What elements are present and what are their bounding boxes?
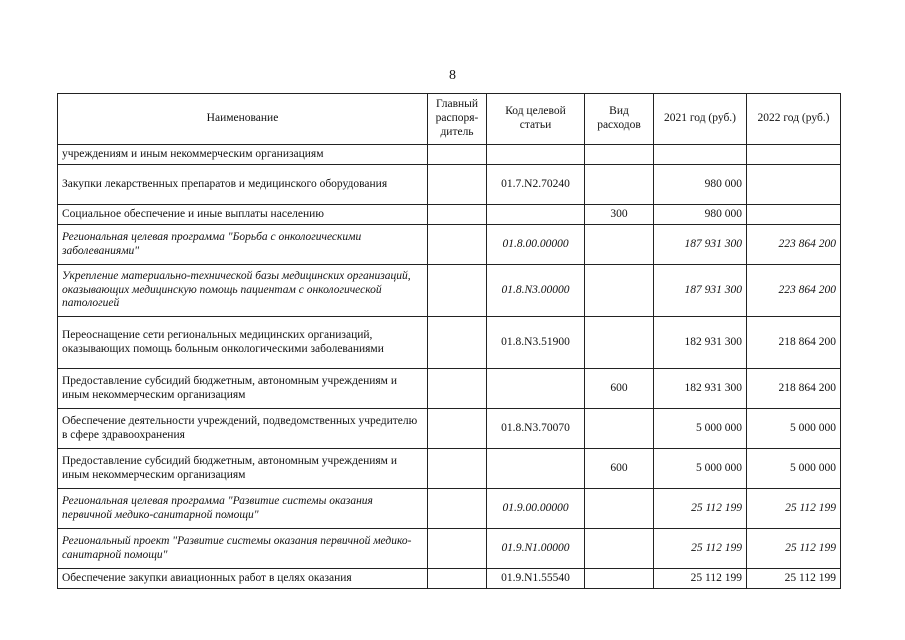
table-row <box>58 409 841 449</box>
table-row <box>58 145 841 165</box>
cell-expense-type <box>585 145 654 165</box>
cell-2021: 25 112 199 <box>654 529 747 569</box>
cell-2021: 182 931 300 <box>654 369 747 409</box>
cell-2022: 223 864 200 <box>747 225 841 265</box>
cell-name: Социальное обеспечение и иные выплаты населению <box>58 205 428 225</box>
cell-code: 01.7.N2.70240 <box>487 165 585 205</box>
cell-2021: 5 000 000 <box>654 449 747 489</box>
budget-table <box>57 93 841 589</box>
cell-manager <box>428 409 487 449</box>
table-body <box>58 145 841 589</box>
cell-expense-type: 600 <box>585 369 654 409</box>
cell-code: 01.8.N3.51900 <box>487 317 585 369</box>
cell-manager <box>428 529 487 569</box>
table-row <box>58 529 841 569</box>
cell-expense-type <box>585 569 654 589</box>
cell-name: Обеспечение деятельности учреждений, подведомственных учредителю в сфере здравоохранения <box>58 409 428 449</box>
cell-manager <box>428 165 487 205</box>
cell-expense-type: 300 <box>585 205 654 225</box>
header-name: Наименование <box>58 94 428 145</box>
table-row <box>58 165 841 205</box>
cell-expense-type: 600 <box>585 449 654 489</box>
cell-manager <box>428 369 487 409</box>
cell-2022 <box>747 205 841 225</box>
cell-name: Укрепление материально-технической базы медицинских организаций, оказывающих медицинскую помощь пациентам с онкологической патологией <box>58 265 428 317</box>
cell-manager <box>428 569 487 589</box>
table-row <box>58 205 841 225</box>
cell-code: 01.9.00.00000 <box>487 489 585 529</box>
header-2021: 2021 год (руб.) <box>654 94 747 145</box>
page-number: 8 <box>449 68 456 83</box>
cell-2021: 187 931 300 <box>654 225 747 265</box>
table-header-row <box>58 94 841 145</box>
cell-2022: 5 000 000 <box>747 409 841 449</box>
cell-code <box>487 145 585 165</box>
table-row <box>58 265 841 317</box>
table-row <box>58 225 841 265</box>
header-expense-type: Вид расходов <box>585 94 654 145</box>
cell-code <box>487 449 585 489</box>
cell-expense-type <box>585 165 654 205</box>
cell-2022 <box>747 145 841 165</box>
cell-manager <box>428 265 487 317</box>
cell-expense-type <box>585 489 654 529</box>
cell-2022 <box>747 165 841 205</box>
cell-expense-type <box>585 317 654 369</box>
table-row <box>58 449 841 489</box>
cell-name: Региональный проект "Развитие системы оказания первичной медико-санитарной помощи" <box>58 529 428 569</box>
cell-name: Закупки лекарственных препаратов и медицинского оборудования <box>58 165 428 205</box>
cell-name: учреждениям и иным некоммерческим организациям <box>58 145 428 165</box>
cell-code: 01.8.N3.70070 <box>487 409 585 449</box>
table-row <box>58 317 841 369</box>
header-manager: Главный распоря- дитель <box>428 94 487 145</box>
cell-2021: 5 000 000 <box>654 409 747 449</box>
cell-code: 01.9.N1.55540 <box>487 569 585 589</box>
cell-name: Переоснащение сети региональных медицинских организаций, оказывающих помощь больным онкологическими заболеваниями <box>58 317 428 369</box>
header-2022: 2022 год (руб.) <box>747 94 841 145</box>
cell-2022: 218 864 200 <box>747 317 841 369</box>
cell-name: Обеспечение закупки авиационных работ в целях оказания <box>58 569 428 589</box>
cell-2022: 25 112 199 <box>747 569 841 589</box>
cell-expense-type <box>585 529 654 569</box>
cell-2021: 25 112 199 <box>654 569 747 589</box>
table-row <box>58 369 841 409</box>
cell-2021: 187 931 300 <box>654 265 747 317</box>
cell-name: Региональная целевая программа "Развитие системы оказания первичной медико-санитарной помощи" <box>58 489 428 529</box>
cell-2021: 980 000 <box>654 205 747 225</box>
cell-code <box>487 369 585 409</box>
cell-2022: 25 112 199 <box>747 529 841 569</box>
cell-name: Региональная целевая программа "Борьба с онкологическими заболеваниями" <box>58 225 428 265</box>
cell-code: 01.9.N1.00000 <box>487 529 585 569</box>
cell-2022: 5 000 000 <box>747 449 841 489</box>
cell-code: 01.8.N3.00000 <box>487 265 585 317</box>
cell-code <box>487 205 585 225</box>
cell-expense-type <box>585 225 654 265</box>
cell-name: Предоставление субсидий бюджетным, автономным учреждениям и иным некоммерческим организациям <box>58 369 428 409</box>
table-row <box>58 569 841 589</box>
cell-2021: 25 112 199 <box>654 489 747 529</box>
cell-2022: 218 864 200 <box>747 369 841 409</box>
cell-2021: 182 931 300 <box>654 317 747 369</box>
cell-manager <box>428 449 487 489</box>
cell-2022: 25 112 199 <box>747 489 841 529</box>
cell-2021: 980 000 <box>654 165 747 205</box>
cell-manager <box>428 205 487 225</box>
cell-manager <box>428 225 487 265</box>
cell-expense-type <box>585 409 654 449</box>
cell-manager <box>428 489 487 529</box>
header-code: Код целевой статьи <box>487 94 585 145</box>
cell-2021 <box>654 145 747 165</box>
cell-expense-type <box>585 265 654 317</box>
table-row <box>58 489 841 529</box>
cell-2022: 223 864 200 <box>747 265 841 317</box>
cell-code: 01.8.00.00000 <box>487 225 585 265</box>
cell-manager <box>428 317 487 369</box>
cell-name: Предоставление субсидий бюджетным, автономным учреждениям и иным некоммерческим организациям <box>58 449 428 489</box>
cell-manager <box>428 145 487 165</box>
